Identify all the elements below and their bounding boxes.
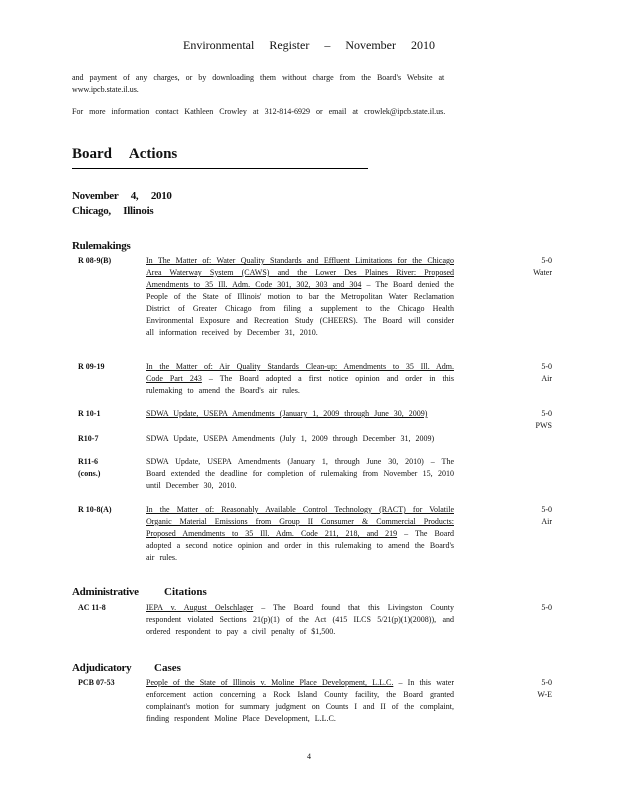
case-caption: In the Matter of: Air Quality Standards Clean-up: Amendments to 35 Ill. Adm. Code Part 243 — [146, 362, 454, 383]
meeting-location: Chicago, Illinois — [72, 205, 154, 217]
vote-count: 5-0 — [541, 603, 552, 612]
board-actions-heading: Board Actions — [72, 146, 178, 162]
heading-rule — [72, 168, 368, 169]
vote-category: PWS — [535, 421, 552, 430]
case-number: R10-7 — [78, 434, 99, 443]
case-number: R 08-9(B) — [78, 256, 112, 265]
intro-line-3: For more information contact Kathleen Crowley at 312-814-6929 or email at crowlek@ipcb.state.il.us. — [72, 107, 446, 116]
case-entry — [146, 361, 454, 397]
meeting-date: November 4, 2010 — [72, 190, 172, 202]
vote-count: 5-0 — [541, 409, 552, 418]
case-number: AC 11-8 — [78, 603, 106, 612]
case-entry — [146, 677, 454, 725]
case-caption: IEPA v. August Oelschlager — [146, 603, 254, 612]
case-number: R 10-8(A) — [78, 505, 112, 514]
intro-line-2: www.ipcb.state.il.us. — [72, 85, 139, 94]
case-number: R 10-1 — [78, 409, 101, 418]
case-caption: SDWA Update, USEPA Amendments (January 1, 2009 through June 30, 2009) — [146, 409, 428, 418]
page-header: Environmental Register – November 2010 — [183, 38, 435, 52]
case-summary: – The Board denied the People of the State of Illinois' motion to bar the Metropolitan Water Reclamation District of Greater Chicago from filing a supplement to the Chicago Health Environmental Exposure and Recreation Study (CHEERS). The Board will consider all information received by December 31, 2010. — [146, 280, 454, 337]
vote-count: 5-0 — [541, 505, 552, 514]
intro-line-1: and payment of any charges, or by downloading them without charge from the Board's Website at — [72, 73, 445, 82]
case-summary: – The Board adopted a first notice opinion and order in this rulemaking to amend the Board's air rules. — [146, 374, 455, 395]
vote-count: 5-0 — [541, 362, 552, 371]
cases-heading: Cases — [154, 662, 181, 674]
case-number-line: R11-6 — [78, 457, 98, 466]
case-number: PCB 07-53 — [78, 678, 115, 687]
vote-category: Water — [533, 268, 552, 277]
adjudicatory-heading: Adjudicatory — [72, 662, 132, 674]
case-entry — [146, 504, 454, 564]
vote-count: 5-0 — [541, 678, 552, 687]
case-caption: In the Matter of: Reasonably Available Control Technology (RACT) for Volatile Organic Material Emissions from Group II Consumer & Commercial Products: Proposed Amendments to 35 Ill. Adm. Code 211, 218, and 219 — [146, 505, 454, 538]
page-number: 4 — [307, 752, 311, 761]
case-caption: In The Matter of: Water Quality Standards and Effluent Limitations for the Chicago Area Waterway System (CAWS) and the Lower Des Plaines River: Proposed Amendments to 35 Ill. Adm. Code 301, 302, 303 and 304 — [146, 256, 454, 289]
case-caption: SDWA Update, USEPA Amendments (January 1, through June 30, 2010) — [146, 457, 424, 466]
case-number-cons: (cons.) — [78, 469, 101, 478]
vote-category: W-E — [537, 690, 552, 699]
case-entry — [146, 408, 454, 420]
case-number: R 09-19 — [78, 362, 105, 371]
citations-heading: Citations — [164, 586, 207, 598]
case-entry — [146, 456, 454, 492]
administrative-heading: Administrative — [72, 586, 139, 598]
case-entry — [146, 602, 454, 638]
case-caption: SDWA Update, USEPA Amendments (July 1, 2009 through December 31, 2009) — [146, 434, 435, 443]
case-summary: – The Board adopted a second notice opinion and order in this rulemaking to amend the Board's air rules. — [146, 529, 454, 562]
vote-category: Air — [541, 374, 552, 383]
case-summary: – The Board found that this Livingston County respondent violated Sections 21(p)(1) of the Act (415 ILCS 5/21(p)(1)(2008)), and ordered respondent to pay a civil penalty of $1,500. — [146, 603, 454, 636]
case-caption: People of the State of Illinois v. Moline Place Development, L.L.C. — [146, 678, 394, 687]
case-summary: – The Board extended the deadline for completion of rulemaking from November 15, 2010 until December 30, 2010. — [146, 457, 454, 490]
case-entry — [146, 433, 454, 445]
vote-category: Air — [541, 517, 552, 526]
case-entry — [146, 255, 454, 339]
case-summary: – In this water enforcement action concerning a Rock Island County facility, the Board granted complainant's motion for summary judgment on Counts I and II of the complaint, finding respondent Moline Place Development, L.L.C. — [146, 678, 454, 723]
case-number — [78, 456, 138, 480]
vote-count: 5-0 — [541, 256, 552, 265]
rulemakings-heading: Rulemakings — [72, 240, 131, 252]
